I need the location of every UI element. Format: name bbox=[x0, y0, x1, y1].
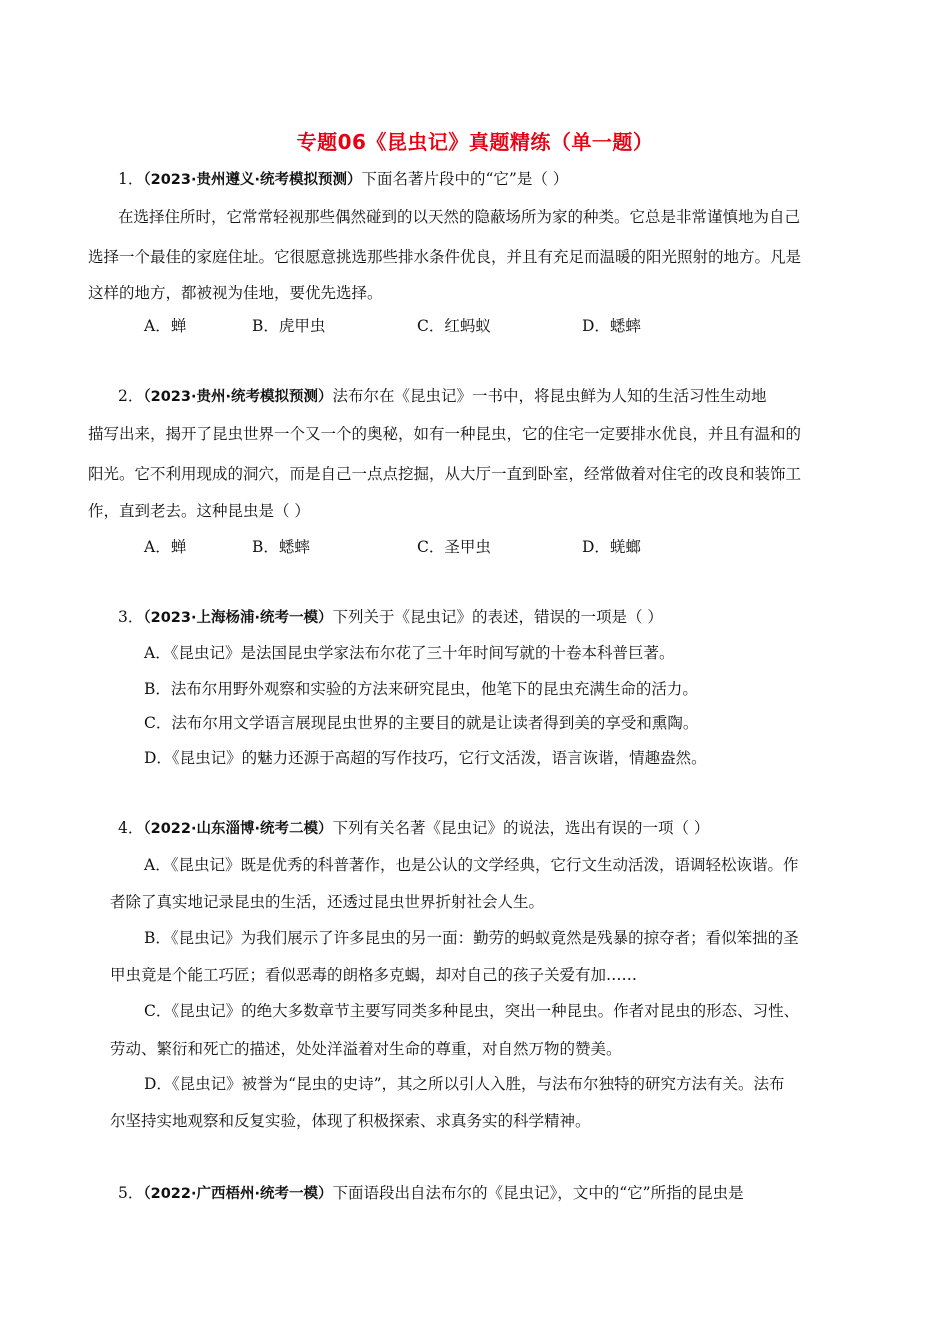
option-b: B．虎甲虫 bbox=[252, 317, 326, 335]
option-d: D．《昆虫记》的魅力还源于高超的写作技巧，它行文活泼，语言诙谐，情趣盎然。 bbox=[144, 749, 707, 767]
question-line: 阳光。它不利用现成的洞穴，而是自己一点点挖掘，从大厅一直到卧室，经常做着对住宅的改良和装饰工 bbox=[88, 465, 802, 483]
passage-line: 选择一个最佳的家庭住址。它很愿意挑选那些排水条件优良，并且有充足而温暖的阳光照射的地方。凡是 bbox=[88, 248, 802, 266]
question-number: 4． bbox=[118, 819, 144, 837]
question-source: （2022·山东淄博·统考二模） bbox=[143, 821, 333, 837]
question-stem: 法布尔在《昆虫记》一书中，将昆虫鲜为人知的生活习性生动地 bbox=[332, 387, 767, 405]
option-a: A．蝉 bbox=[144, 538, 187, 556]
option-a: A．《昆虫记》既是优秀的科普著作，也是公认的文学经典，它行文生动活泼，语调轻松诙谐。作 bbox=[144, 856, 799, 874]
question-stem: 下面名著片段中的“它”是（ ） bbox=[361, 170, 569, 188]
question-stem: 下列关于《昆虫记》的表述，错误的一项是（ ） bbox=[332, 608, 663, 626]
question-line: 作，直到老去。这种昆虫是（ ） bbox=[88, 502, 310, 520]
option-b-continued: 甲虫竟是个能工巧匠；看似恶毒的朗格多克蝎，却对自己的孩子关爱有加…… bbox=[110, 966, 638, 984]
question-source: （2023·上海杨浦·统考一模） bbox=[143, 610, 333, 626]
question-2-heading bbox=[118, 386, 767, 407]
option-c: C．红蚂蚁 bbox=[417, 317, 491, 335]
option-b: B．蟋蟀 bbox=[252, 538, 310, 556]
option-b: B．法布尔用野外观察和实验的方法来研究昆虫，他笔下的昆虫充满生命的活力。 bbox=[144, 680, 698, 698]
option-c: C．法布尔用文学语言展现昆虫世界的主要目的就是让读者得到美的享受和熏陶。 bbox=[144, 714, 699, 732]
option-d: D．蜣螂 bbox=[582, 538, 641, 556]
question-number: 3． bbox=[118, 608, 144, 626]
question-4-heading bbox=[118, 818, 709, 839]
question-source: （2023·贵州·统考模拟预测） bbox=[143, 389, 333, 405]
option-a: A．《昆虫记》是法国昆虫学家法布尔花了三十年时间写就的十卷本科普巨著。 bbox=[144, 644, 675, 662]
option-d: D．《昆虫记》被誉为“昆虫的史诗”，其之所以引人入胜，与法布尔独特的研究方法有关。法布 bbox=[144, 1075, 785, 1093]
option-a: A．蝉 bbox=[144, 317, 187, 335]
question-stem: 下列有关名著《昆虫记》的说法，选出有误的一项（ ） bbox=[332, 819, 710, 837]
option-c: C．圣甲虫 bbox=[417, 538, 491, 556]
passage-line: 这样的地方，都被视为佳地，要优先选择。 bbox=[88, 284, 383, 302]
option-a-continued: 者除了真实地记录昆虫的生活，还透过昆虫世界折射社会人生。 bbox=[110, 893, 545, 911]
option-d: D．蟋蟀 bbox=[582, 317, 641, 335]
question-line: 描写出来，揭开了昆虫世界一个又一个的奥秘，如有一种昆虫，它的住宅一定要排水优良，并且有温和的 bbox=[88, 425, 802, 443]
page-title: 专题06《昆虫记》真题精练（单一题） bbox=[296, 130, 654, 154]
option-c: C．《昆虫记》的绝大多数章节主要写同类多种昆虫，突出一种昆虫。作者对昆虫的形态、习性、 bbox=[144, 1002, 800, 1020]
question-1-heading bbox=[118, 169, 568, 190]
question-number: 5． bbox=[118, 1184, 144, 1202]
question-source: （2022·广西梧州·统考一模） bbox=[143, 1186, 333, 1202]
option-b: B．《昆虫记》为我们展示了许多昆虫的另一面：勤劳的蚂蚁竟然是残暴的掠夺者；看似笨拙的圣 bbox=[144, 929, 799, 947]
question-stem: 下面语段出自法布尔的《昆虫记》，文中的“它”所指的昆虫是 bbox=[332, 1184, 744, 1202]
question-number: 1． bbox=[118, 170, 144, 188]
option-d-continued: 尔坚持实地观察和反复实验，体现了积极探索、求真务实的科学精神。 bbox=[110, 1112, 591, 1130]
question-5-heading bbox=[118, 1183, 744, 1204]
option-c-continued: 劳动、繁衍和死亡的描述，处处洋溢着对生命的尊重，对自然万物的赞美。 bbox=[110, 1040, 622, 1058]
question-3-heading bbox=[118, 607, 663, 628]
question-number: 2． bbox=[118, 387, 144, 405]
passage-line: 在选择住所时，它常常轻视那些偶然碰到的以天然的隐蔽场所为家的种类。它总是非常谨慎地为自己 bbox=[118, 208, 801, 226]
question-source: （2023·贵州遵义·统考模拟预测） bbox=[143, 172, 362, 188]
